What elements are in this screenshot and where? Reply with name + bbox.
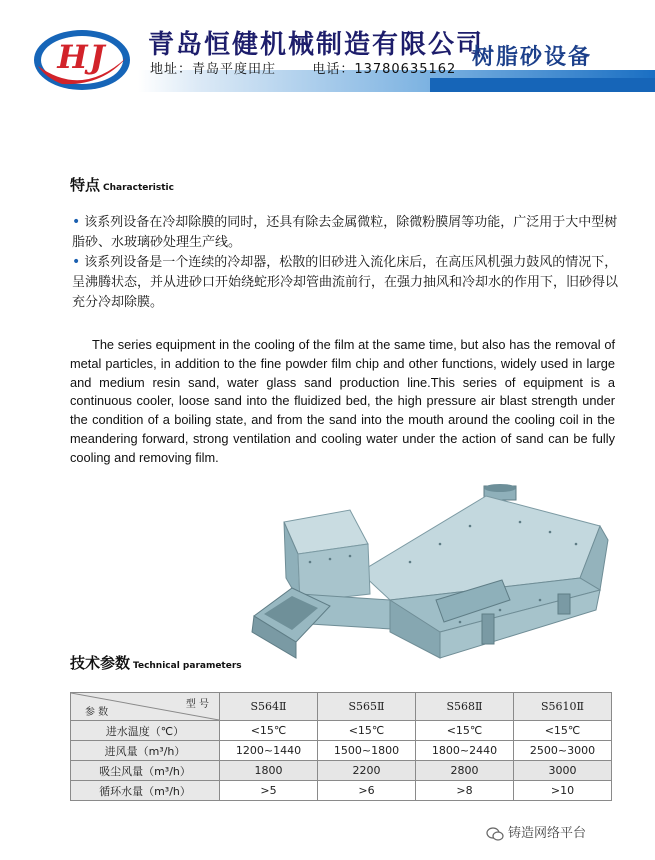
table-corner-cell [71, 693, 220, 721]
row-label: 循环水量（m³/h） [71, 781, 220, 801]
table-cell: >8 [416, 781, 514, 801]
company-name: 青岛恒健机械制造有限公司 [148, 30, 485, 60]
table-cell: 2800 [416, 761, 514, 781]
company-logo [32, 28, 132, 92]
table-cell: 1800 [220, 761, 318, 781]
table-cell: 2200 [318, 761, 416, 781]
row-label: 进风量（m³/h） [71, 741, 220, 761]
feature-bullet-1 [72, 212, 620, 253]
table-cell: <15℃ [514, 721, 612, 741]
row-label: 吸尘风量（m³/h） [71, 761, 220, 781]
table-cell: >10 [514, 781, 612, 801]
table-header-row [71, 693, 612, 721]
model-header: S568Ⅱ [416, 693, 514, 721]
wechat-icon [486, 827, 504, 841]
parameters-table [70, 692, 612, 801]
table-row [71, 741, 612, 761]
table-cell: <15℃ [220, 721, 318, 741]
table-cell: <15℃ [318, 721, 416, 741]
table-cell: >5 [220, 781, 318, 801]
corner-model-label: 型 号 [185, 699, 209, 710]
watermark [486, 822, 586, 841]
phone-value: 13780635162 [354, 62, 457, 77]
table-row [71, 781, 612, 801]
category-title: 树脂砂设备 [472, 45, 593, 70]
logo-letters: HJ [57, 38, 107, 76]
feature-bullet-1-text: 该系列设备在冷却除膜的同时，还具有除去金属微粒，除微粉膜屑等功能，广泛用于大中型树脂砂、水玻璃砂处理生产线。 [72, 215, 618, 250]
feature-bullet-2-text: 该系列设备是一个连续的冷却器，松散的旧砂进入流化床后，在高压风机强力鼓风的情况下，呈沸腾状态，并从进砂口开始绕蛇形冷却管曲流前行，在强力抽风和冷却水的作用下，旧砂得以充分冷却除膜。 [72, 255, 619, 310]
table-cell: 2500~3000 [514, 741, 612, 761]
technical-heading-en: Technical parameters [133, 661, 242, 671]
feature-bullet-2 [72, 252, 620, 313]
address-value: 青岛平度田庄 [192, 62, 277, 77]
watermark-text: 铸造网络平台 [508, 826, 587, 841]
table-cell: 1200~1440 [220, 741, 318, 761]
sand-cooler-machine-image [240, 482, 620, 672]
header-accent-bar [430, 78, 655, 92]
table-row [71, 721, 612, 741]
table-cell: <15℃ [416, 721, 514, 741]
characteristic-heading-cn: 特点 [70, 176, 101, 194]
bullet-icon: • [72, 214, 81, 230]
table-row [71, 761, 612, 781]
english-description: The series equipment in the cooling of the film at the same time, but also has the removal of metal particles, in addition to the fine powder film chip and other functions, widely used in large and medium resin sand, water glass sand production line.This series of equipment is a continuous cooler, loose sand into the fluidized bed, the high pressure air blast strength under the condition of a boiling state, and from the sand into the mouth around the cooling coil in the meandering forward, strong ventilation and cooling water under the action of sand can be fully cooling and removing film. [70, 337, 615, 465]
model-header: S5610Ⅱ [514, 693, 612, 721]
model-header: S565Ⅱ [318, 693, 416, 721]
phone-label: 电话： [312, 62, 355, 77]
technical-heading-cn: 技术参数 [70, 654, 131, 672]
address-label: 地址： [150, 62, 193, 77]
corner-param-label: 参 数 [85, 707, 109, 718]
characteristic-heading-en: Characteristic [103, 183, 174, 193]
table-cell: >6 [318, 781, 416, 801]
characteristic-heading [70, 174, 174, 195]
technical-heading [70, 652, 242, 673]
model-header: S564Ⅱ [220, 693, 318, 721]
table-cell: 1800~2440 [416, 741, 514, 761]
table-cell: 3000 [514, 761, 612, 781]
row-label: 进水温度（℃） [71, 721, 220, 741]
bullet-icon: • [72, 254, 81, 270]
table-cell: 1500~1800 [318, 741, 416, 761]
contact-line [150, 58, 456, 77]
